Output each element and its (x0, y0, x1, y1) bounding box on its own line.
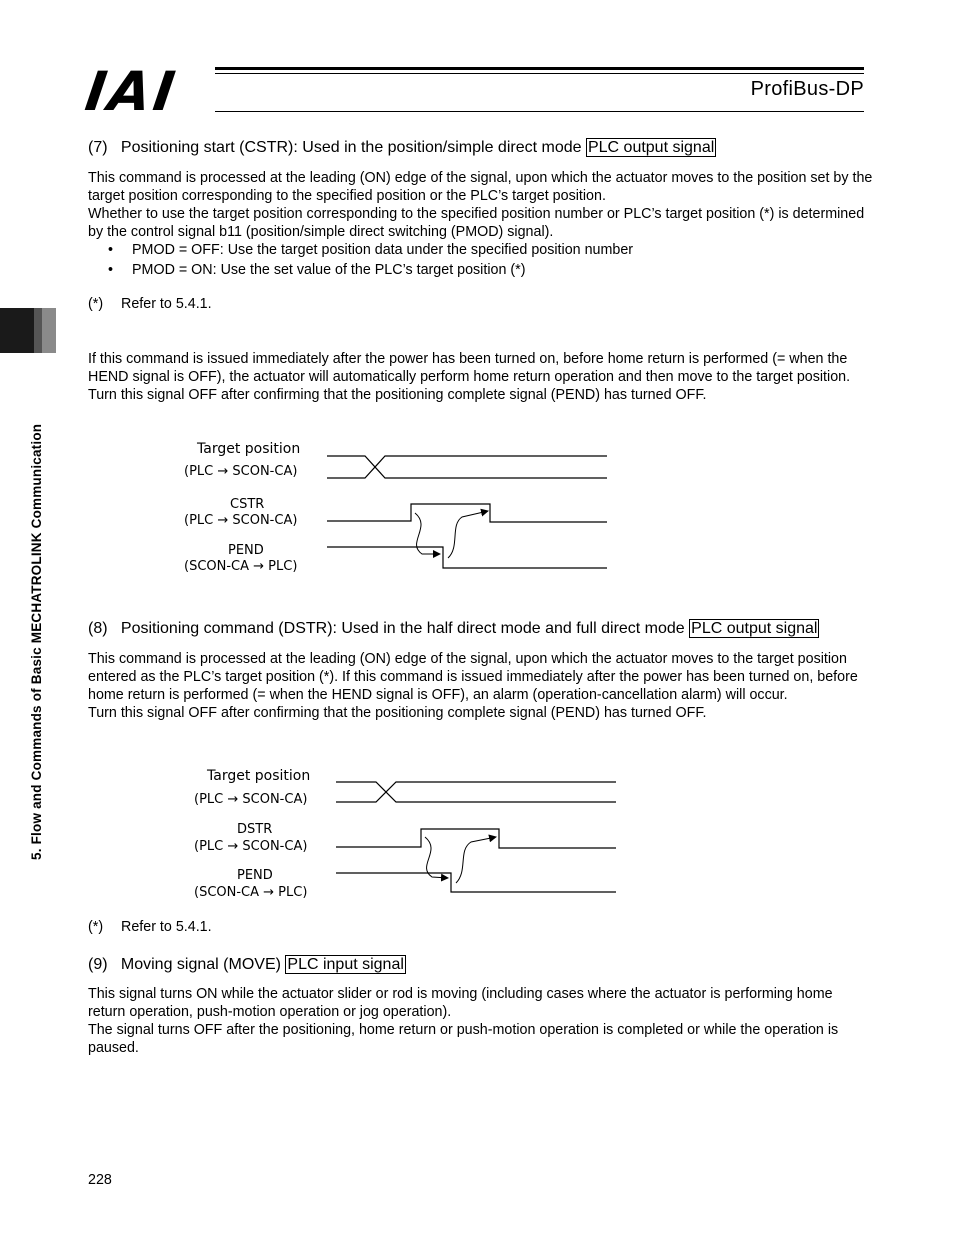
pend-waveform (336, 873, 616, 892)
chapter-tab-light (42, 308, 56, 353)
pend-to-dstr-arrow (456, 837, 496, 883)
cstr-to-pend-arrow (415, 513, 440, 554)
footnote (88, 296, 212, 312)
signal-label: PEND (237, 868, 273, 883)
chapter-tab-mid (34, 308, 42, 353)
cstr-waveform (327, 504, 607, 522)
paragraph: This command is processed at the leading (ON) edge of the signal, upon which the actuator moves to the position set by the target position corresponding to the specified position or the PLC’s target position. (88, 170, 873, 204)
signal-direction: (PLC → SCON-CA) (194, 792, 308, 807)
section-heading-dstr (88, 619, 819, 639)
target-position-waveform (327, 456, 607, 478)
section-heading-move (88, 955, 406, 975)
header-rule-top (215, 67, 864, 70)
signal-type-badge: PLC input signal (287, 956, 404, 973)
cstr-power-on-note (88, 350, 873, 404)
signal-label: Target position (197, 441, 301, 457)
signal-label: PEND (228, 543, 264, 558)
signal-type-badge: PLC output signal (691, 620, 818, 637)
pend-to-cstr-arrow (448, 511, 488, 558)
dstr-waveform (336, 829, 616, 848)
signal-direction: (SCON-CA → PLC) (194, 885, 308, 900)
footnote (88, 919, 212, 935)
footnote-mark: (*) (88, 296, 104, 312)
paragraph: This signal turns ON while the actuator slider or rod is moving (including cases where the actuator is performing home return operation, push-motion operation or jog operation). (88, 986, 833, 1020)
paragraph: Turn this signal OFF after confirming that the positioning complete signal (PEND) has turned OFF. (88, 387, 707, 403)
paragraph: If this command is issued immediately after the power has been turned on, before home return is performed (= when the HEND signal is OFF), the actuator will automatically perform home return operation and then move to the target position. (88, 351, 851, 385)
pmod-bullet-list (108, 240, 633, 280)
signal-direction: (PLC → SCON-CA) (184, 513, 298, 528)
signal-label: DSTR (237, 822, 273, 837)
signal-direction: (SCON-CA → PLC) (184, 559, 298, 574)
pend-waveform (327, 547, 607, 568)
dstr-description (88, 650, 873, 722)
signal-direction: (PLC → SCON-CA) (194, 839, 308, 854)
heading-text: (8) Positioning command (DSTR): Used in the half direct mode and full direct mode (88, 620, 690, 637)
paragraph: Turn this signal OFF after confirming that the positioning complete signal (PEND) has turned OFF. (88, 705, 707, 721)
paragraph: Whether to use the target position corresponding to the specified position number or PLC’s target position (*) is determined by the control signal b11 (position/simple direct switching (PMOD) signal). (88, 206, 865, 240)
footnote-text: Refer to 5.4.1. (121, 919, 212, 935)
move-description (88, 985, 873, 1057)
signal-label: Target position (207, 768, 311, 784)
footnote-text: Refer to 5.4.1. (121, 296, 212, 312)
dstr-to-pend-arrow (425, 837, 448, 878)
heading-text: (9) Moving signal (MOVE) (88, 956, 286, 973)
brand-name: ProfiBus-DP (750, 78, 864, 100)
cstr-timing-diagram (170, 435, 630, 580)
page-number: 228 (88, 1172, 112, 1188)
chapter-title: 5. Flow and Commands of Basic MECHATROLINK Communication (29, 423, 44, 860)
heading-text: (7) Positioning start (CSTR): Used in the position/simple direct mode (88, 139, 586, 156)
header-rule-bottom (215, 111, 864, 112)
list-item: • PMOD = ON: Use the set value of the PLC’s target position (*) (108, 260, 633, 280)
footnote-mark: (*) (88, 919, 104, 935)
section-heading-cstr (88, 138, 716, 158)
signal-direction: (PLC → SCON-CA) (184, 464, 298, 479)
paragraph: The signal turns OFF after the positioning, home return or push-motion operation is completed or while the operation is paused. (88, 1022, 839, 1056)
iai-logo: IAI (81, 60, 182, 123)
cstr-description (88, 169, 873, 241)
header-rule-thin (215, 73, 864, 74)
dstr-timing-diagram (180, 763, 640, 908)
chapter-tab-dark (0, 308, 34, 353)
paragraph: This command is processed at the leading (ON) edge of the signal, upon which the actuator moves to the target position entered as the PLC’s target position (*). If this command is issued immediately after the power has been turned on, before home return is performed (= when the HEND signal is OFF), an alarm (operation-cancellation alarm) will occur. (88, 651, 858, 703)
target-position-waveform (336, 782, 616, 802)
list-item: • PMOD = OFF: Use the target position data under the specified position number (108, 240, 633, 260)
signal-type-badge: PLC output signal (587, 139, 715, 156)
signal-label: CSTR (230, 497, 265, 512)
